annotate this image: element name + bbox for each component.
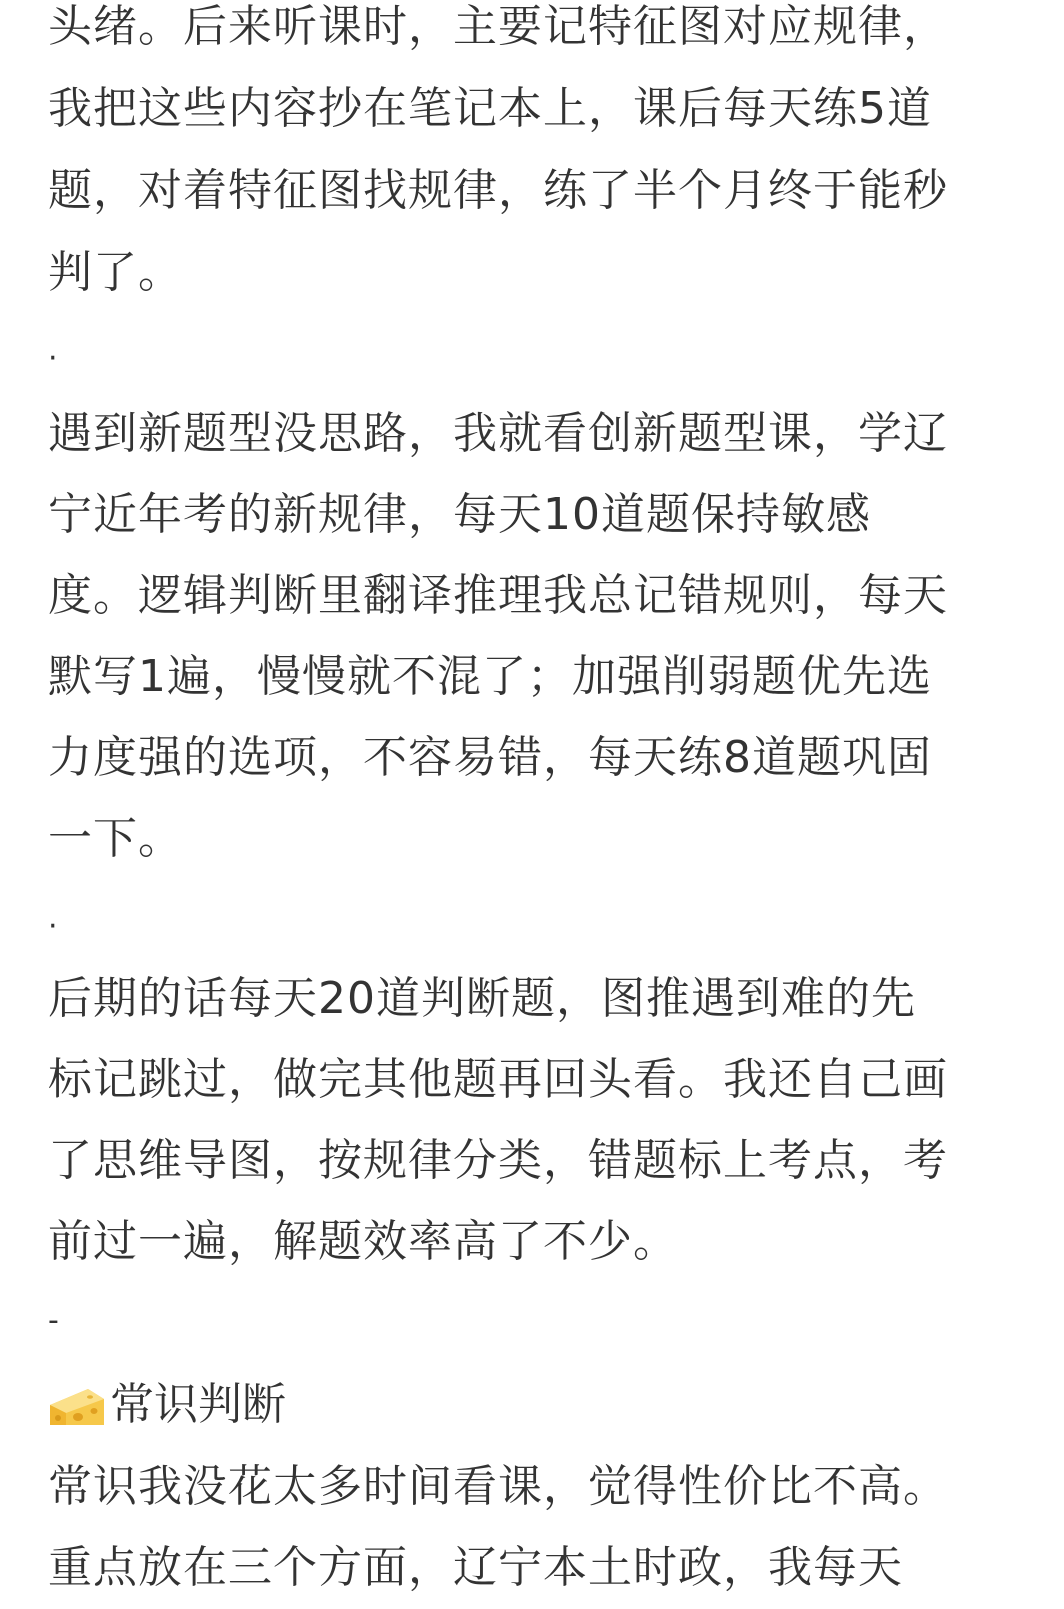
paragraph-line: 一下。	[48, 813, 183, 864]
paragraph-line: 头绪。后来听课时，主要记特征图对应规律，	[48, 1, 948, 52]
paragraph-line: 重点放在三个方面，辽宁本土时政，我每天	[48, 1542, 903, 1593]
paragraph-line: 前过一遍，解题效率高了不少。	[48, 1216, 678, 1267]
paragraph-line: 标记跳过，做完其他题再回头看。我还自己画	[48, 1054, 948, 1105]
section-title: 常识判断	[110, 1379, 286, 1430]
paragraph-line: 后期的话每天20道判断题，图推遇到难的先	[48, 973, 916, 1024]
paragraph-line: 了思维导图，按规律分类，错题标上考点，考	[48, 1135, 948, 1186]
paragraph-line: 力度强的选项，不容易错，每天练8道题巩固	[48, 732, 932, 783]
paragraph-line: 我把这些内容抄在笔记本上，课后每天练5道	[48, 83, 932, 134]
separator-dot: ·	[48, 909, 58, 944]
separator-dot: ·	[48, 341, 58, 376]
separator-dash: -	[48, 1303, 59, 1338]
section-heading	[48, 1370, 286, 1440]
paragraph-line: 遇到新题型没思路，我就看创新题型课，学辽	[48, 408, 948, 459]
paragraph-line: 默写1遍，慢慢就不混了；加强削弱题优先选	[48, 651, 932, 702]
paragraph-line: 判了。	[48, 247, 183, 298]
paragraph-line: 宁近年考的新规律，每天10道题保持敏感	[48, 489, 871, 540]
paragraph-line: 题，对着特征图找规律，练了半个月终于能秒	[48, 165, 948, 216]
paragraph-line: 常识我没花太多时间看课，觉得性价比不高。	[48, 1461, 948, 1512]
paragraph-line: 度。逻辑判断里翻译推理我总记错规则，每天	[48, 570, 948, 621]
cheese-icon	[48, 1382, 106, 1428]
